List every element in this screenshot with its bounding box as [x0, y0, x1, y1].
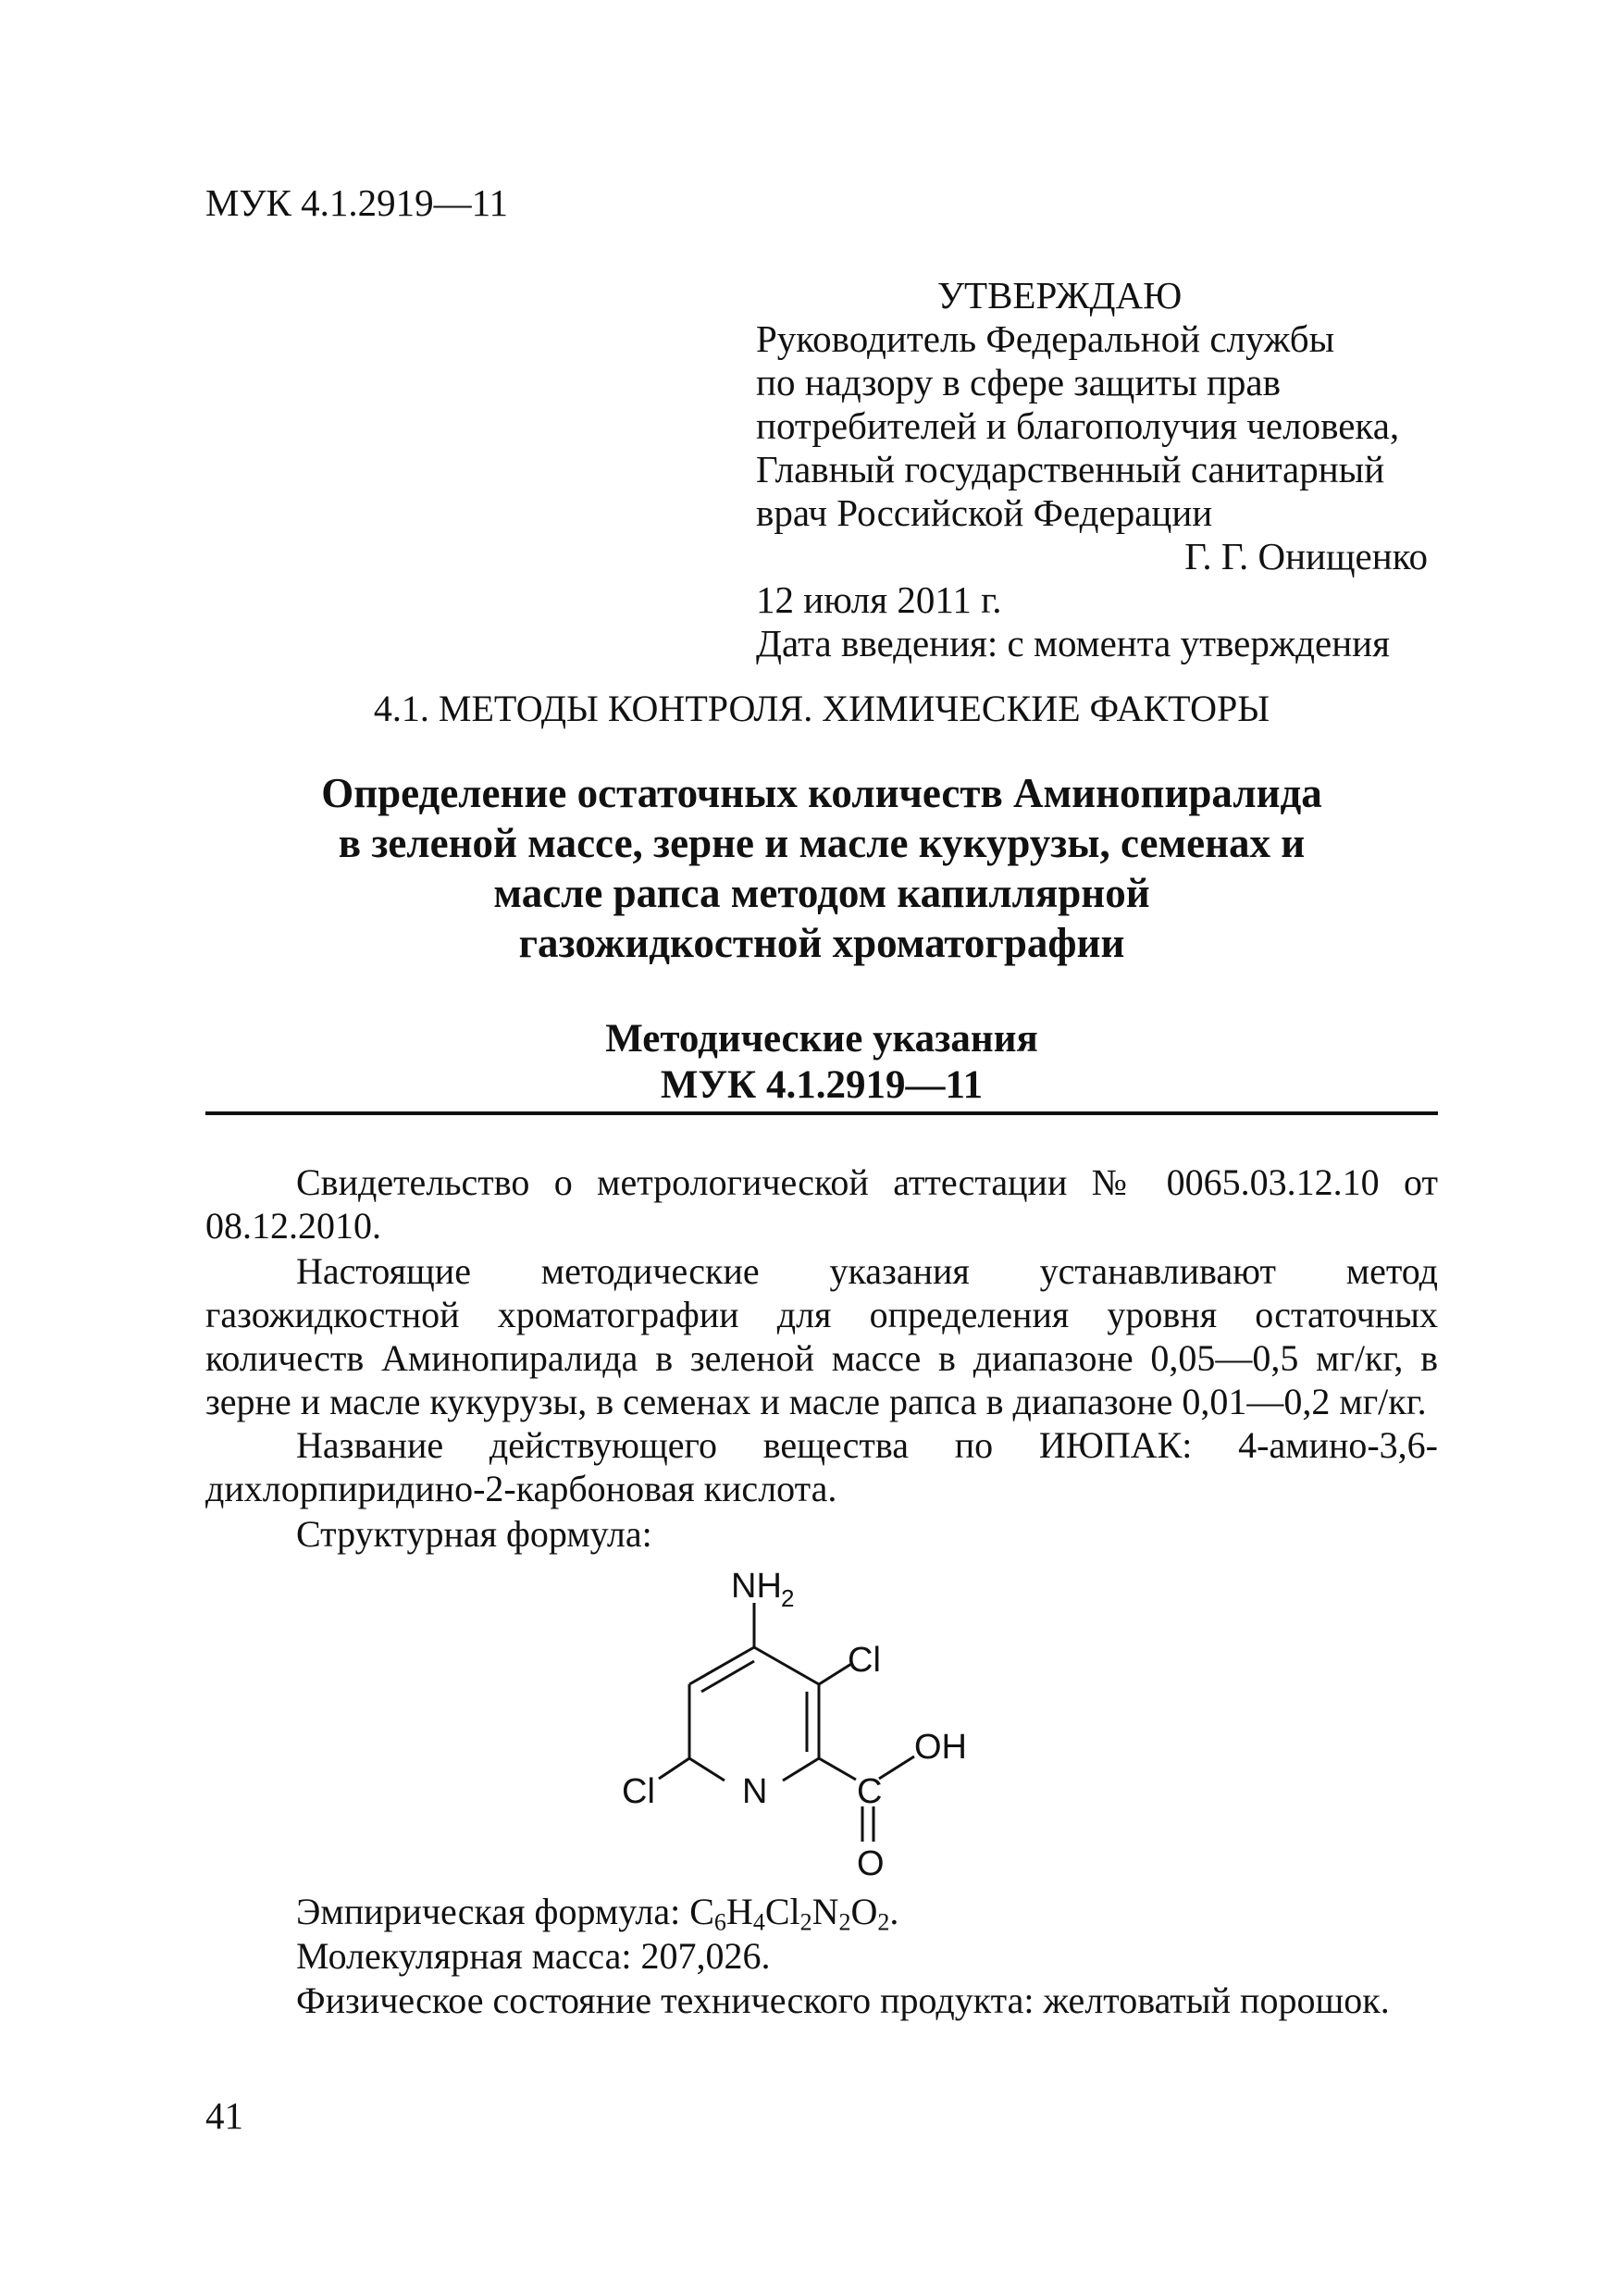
approval-date: 12 июля 2011 г.: [756, 578, 1002, 621]
subscript: 2: [838, 1908, 851, 1936]
page-number: 41: [205, 2094, 243, 2137]
approval-line: врач Российской Федерации: [756, 491, 1213, 534]
hydroxyl-label: OH: [914, 1728, 967, 1767]
iupac-paragraph: Название действующего вещества по ИЮПАК: 4-амино-3,6-дихлорпиридино-2-карбоновая кислота.: [205, 1424, 1438, 1509]
ring-bond-inner: [701, 1661, 754, 1692]
element: C: [689, 1891, 714, 1932]
molar-mass-line: Молекулярная масса: 207,026.: [296, 1935, 771, 1977]
punctuation: .: [889, 1891, 899, 1932]
physical-state-line: Физическое состояние технического продукта: желтоватый порошок.: [296, 1980, 1390, 2021]
approval-signatory: Г. Г. Онищенко: [1184, 535, 1428, 577]
approval-stamp: УТВЕРЖДАЮ: [937, 274, 1183, 316]
cl-bond: [819, 1664, 851, 1684]
approval-line: Главный государственный санитарный: [756, 448, 1385, 490]
nitrogen-label: N: [742, 1772, 768, 1811]
section-heading: 4.1. МЕТОДЫ КОНТРОЛЯ. ХИМИЧЕСКИЕ ФАКТОРЫ: [373, 688, 1270, 729]
title-line: Определение остаточных количеств Аминопиралида: [321, 770, 1322, 816]
chlorine-label: Cl: [622, 1772, 655, 1811]
oh-bond: [879, 1756, 914, 1779]
subtitle-line: МУК 4.1.2919—11: [660, 1063, 984, 1107]
chlorine-label: Cl: [848, 1641, 881, 1680]
carbon-label: C: [857, 1772, 883, 1811]
certificate-paragraph: Свидетельство о метрологической аттестации № 0065.03.12.10 от 08.12.2010.: [205, 1161, 1438, 1247]
approval-line: потребителей и благополучия человека,: [756, 404, 1400, 447]
structure-label: Структурная формула:: [296, 1513, 652, 1555]
document-code: МУК 4.1.2919—11: [205, 181, 509, 224]
empirical-formula-line: [205, 1890, 1438, 1936]
nh2-subscript: 2: [781, 1584, 795, 1612]
document-subtitle: [205, 1016, 1438, 1109]
element: N: [812, 1891, 839, 1932]
element: H: [725, 1891, 753, 1932]
scope-paragraph: Настоящие методические указания устанавливают метод газожидкостной хроматографии для определения уровня остаточных количеств Аминопиралида в зеленой массе в диапазоне 0,05—0,5 мг/кг, в зерне и масле кукурузы, в семенах и масле рапса в диапазоне 0,01—0,2 мг/кг.: [205, 1250, 1438, 1422]
title-divider: [205, 1111, 1438, 1115]
cl-bond: [659, 1758, 689, 1779]
carboxyl-bond: [819, 1758, 856, 1780]
element: O: [850, 1891, 878, 1932]
subscript: 2: [799, 1908, 812, 1936]
title-line: масле рапса методом капиллярной: [493, 870, 1150, 916]
empirical-label: Эмпирическая формула:: [296, 1891, 690, 1932]
ring-bond: [754, 1647, 819, 1684]
subscript: 4: [752, 1908, 765, 1936]
approval-block: [756, 274, 1441, 665]
oxygen-label: O: [857, 1844, 885, 1883]
title-line: в зеленой массе, зерне и масле кукурузы, семенах и: [338, 820, 1306, 866]
approval-line: Руководитель Федеральной службы: [756, 317, 1335, 360]
approval-effective-date: Дата введения: с момента утверждения: [756, 622, 1390, 664]
subtitle-line: Методические указания: [605, 1017, 1038, 1061]
subscript: 6: [713, 1908, 726, 1936]
subscript: 2: [877, 1908, 890, 1936]
title-line: газожидкостной хроматографии: [518, 920, 1125, 966]
approval-line: по надзору в сфере защиты прав: [756, 361, 1281, 403]
element: Cl: [764, 1891, 800, 1932]
structural-formula: [601, 1564, 1064, 1888]
nh2-label: NH: [731, 1567, 782, 1606]
ring-bond: [689, 1758, 725, 1781]
document-title: [205, 768, 1438, 968]
ring-bond: [783, 1758, 819, 1781]
